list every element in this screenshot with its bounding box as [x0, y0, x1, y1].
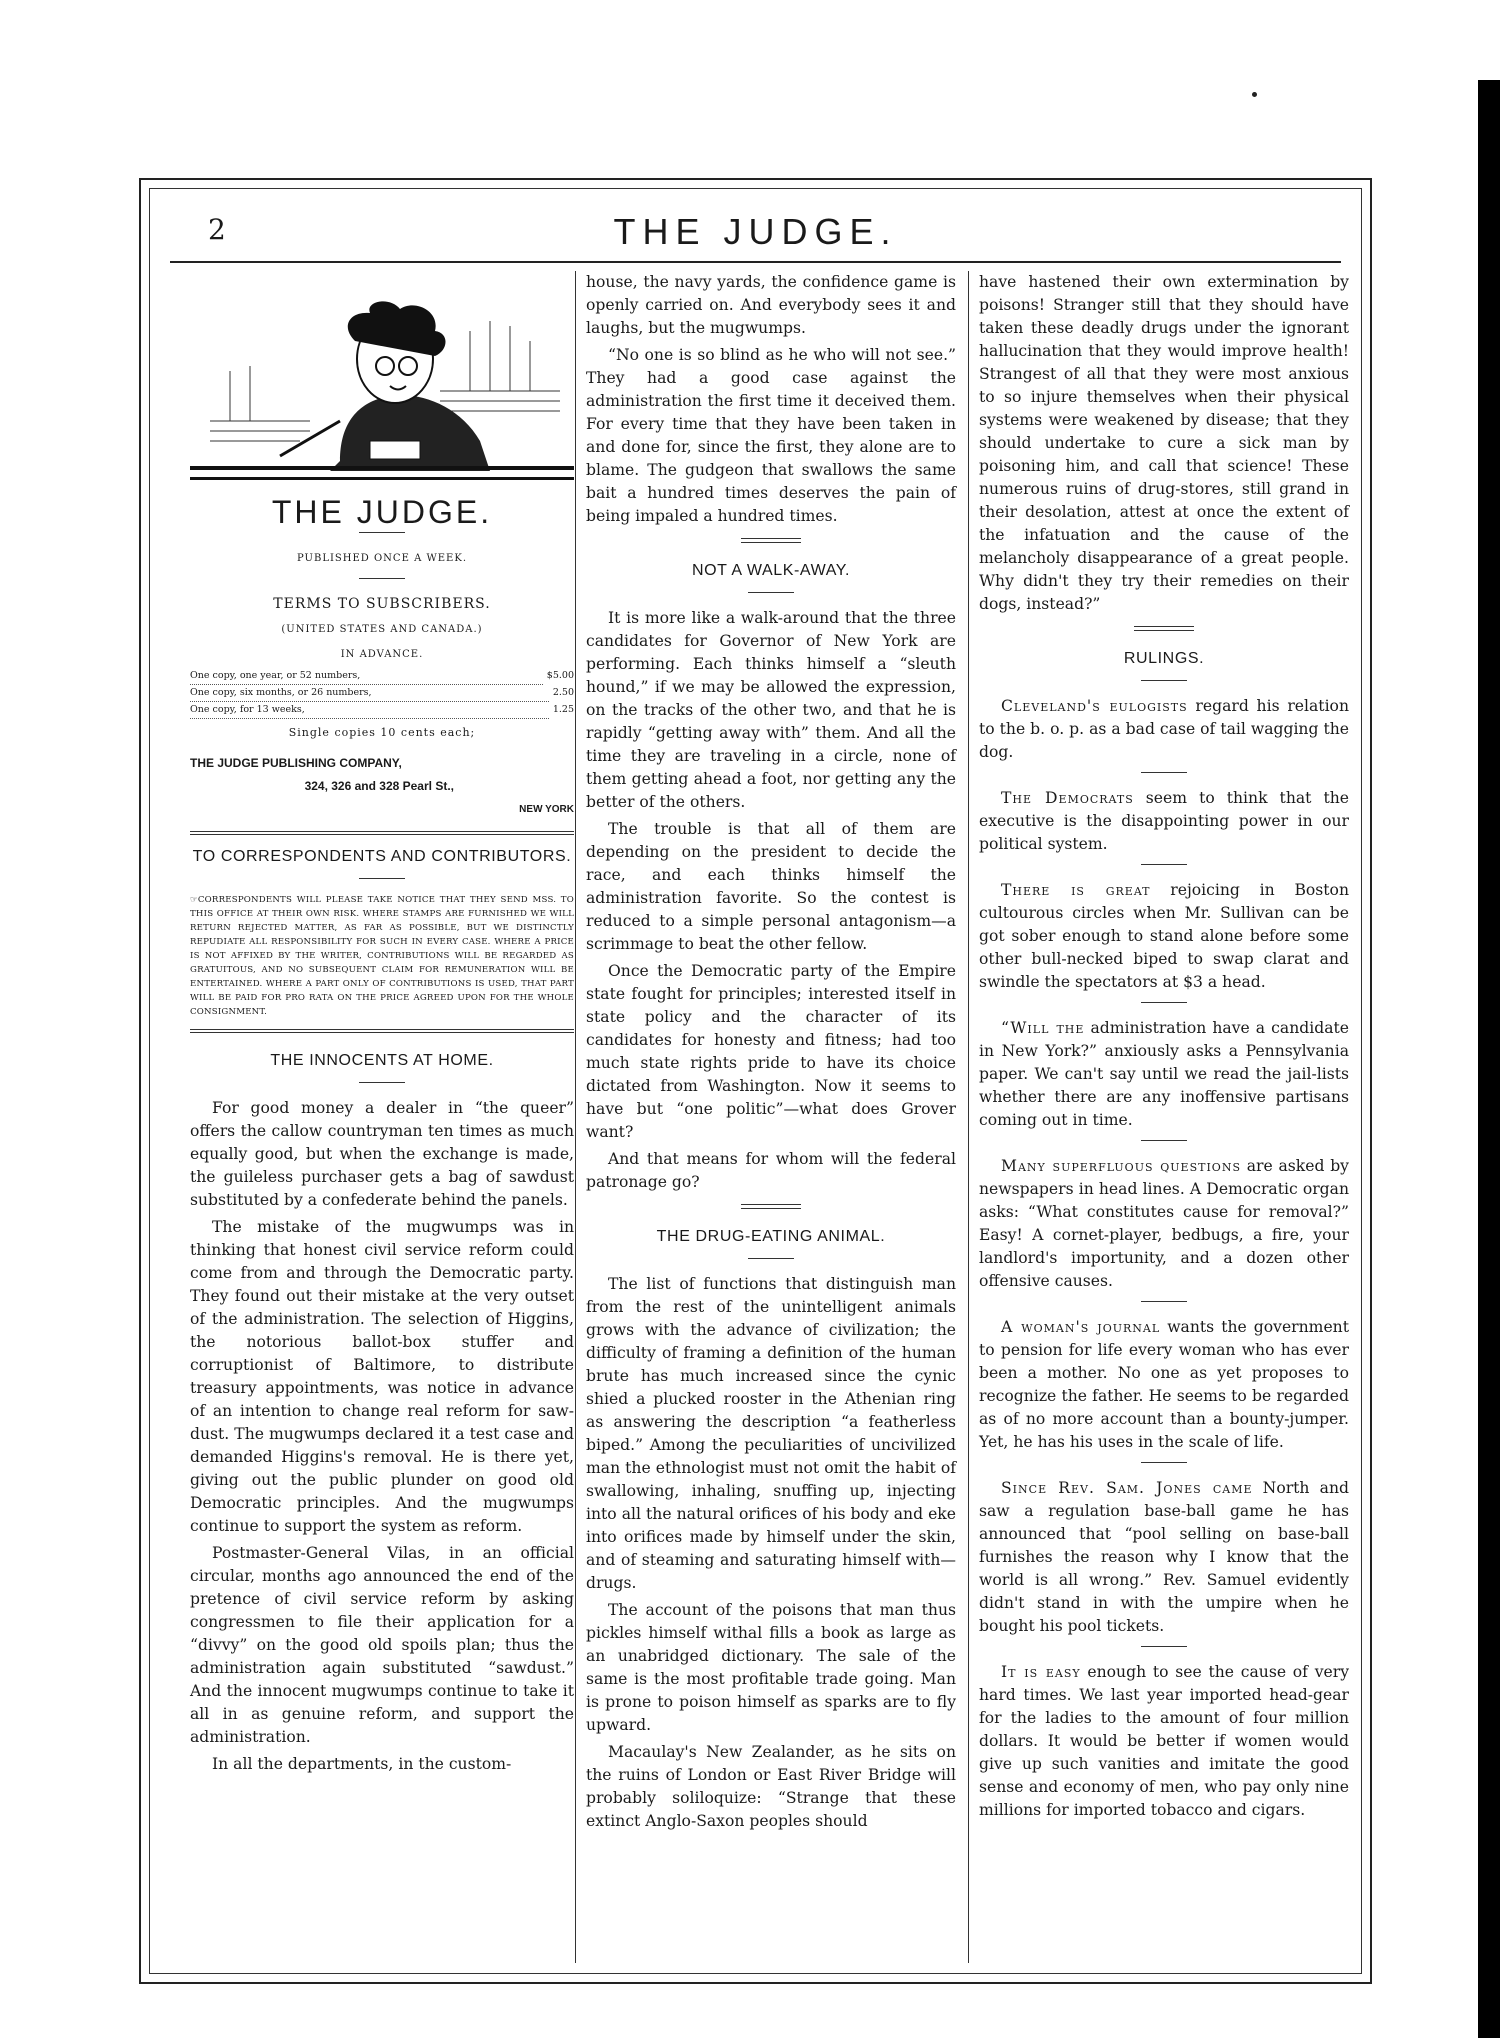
speck	[1252, 92, 1257, 97]
divider	[1141, 1646, 1187, 1647]
ruling-item: It is easy enough to see the cause of very hard times. We last year imported head-gear for the ladies to the amount of four million dollars. It would be better if women would give up such vanities and imitate the good sense and economy of men, who pay only nine millions for imported tobacco and cigars.	[979, 1663, 1350, 1819]
ruling-item: Many superfluous questions are asked by newspapers in head lines. A Democratic organ asks: “What constitutes cause for removal?” Easy! A cornet-player, bedbugs, a fire, your landlord's importunity, and a dozen other offensive causes.	[979, 1157, 1349, 1290]
column-1	[190, 271, 574, 1963]
divider	[1141, 1462, 1187, 1463]
publisher-city: NEW YORK	[519, 804, 574, 815]
rulings-heading: RULINGS.	[1123, 650, 1205, 667]
masthead-rule	[170, 261, 1341, 263]
correspondents-heading: TO CORRESPONDENTS AND CONTRIBUTORS.	[192, 848, 572, 865]
innocents-heading: THE INNOCENTS AT HOME.	[270, 1052, 494, 1069]
published-frequency: PUBLISHED ONCE A WEEK.	[297, 553, 467, 564]
article-paragraph: The account of the poisons that man thus pickles himself withal fills a book as large as an unabridged dictionary. The sale of the same is the most profitable trade going. Man is prone to poison himself as sparks are to fly upward.	[586, 1601, 956, 1734]
article-paragraph: Macaulay's New Zealander, as he sits on the ruins of London or East River Bridge will probably soliloquize: “Strange that these extinct Anglo-Saxon peoples should	[586, 1743, 956, 1830]
rate-row: One copy, for 13 weeks, 1.25	[190, 702, 574, 719]
double-divider	[741, 538, 801, 543]
ruling-item: There is great rejoicing in Boston cultourous circles when Mr. Sullivan can be got sober enough to stand alone before some other bull-necked biped to swap clarat and swindle the spectators at $3 a head.	[979, 881, 1349, 991]
ruling-item: The Democrats seem to think that the executive is the disappointing power in our political system.	[979, 789, 1349, 853]
divider	[1141, 680, 1187, 681]
article-paragraph: Postmaster-General Vilas, in an official circular, months ago announced the end of the pretence of civil service reform by asking congressmen to file their application for a “divvy” on the good old spoils plan; thus the administration again substituted “sawdust.” And the innocent mugwumps continue to take it all in as genuine reform, and support the administration.	[190, 1544, 574, 1746]
column-3	[968, 271, 1369, 1963]
subscription-box-title: THE JUDGE.	[271, 494, 493, 530]
masthead	[150, 189, 1361, 261]
walk-away-heading: NOT A WALK-AWAY.	[691, 562, 851, 579]
watermark: comicbooks.com	[1188, 1984, 1480, 2024]
page-border	[139, 178, 1372, 1984]
publisher-address: 324, 326 and 328 Pearl St.,	[304, 779, 454, 793]
divider	[748, 1258, 794, 1259]
rate-list	[190, 668, 574, 719]
single-copies: Single copies 10 cents each;	[288, 726, 476, 739]
divider	[748, 592, 794, 593]
page-inner-border	[149, 188, 1362, 1974]
column-2	[575, 271, 968, 1963]
article-paragraph: The mistake of the mugwumps was in thinking that honest civil service reform could come from and through the Democratic party. They found out their mistake at the very outset of the administration. The selection of Higgins, the notorious ballot-box stuffer and corruptionist of Baltimore, to distribute treasury appointments, was notice in advance of an intention to change real reform for saw-dust. The mugwumps declared it a test case and demanded Higgins's removal. He is there yet, giving out the public plunder on good old Democratic principles. And the mugwumps continue to support the system as reform.	[190, 1218, 574, 1535]
ruling-item: A woman's journal wants the government to pension for life every woman who has ever been a mother. No one as yet proposes to recognize the father. He seems to be regarded as of no more account than a bounty-jumper. Yet, he has his uses in the scale of life.	[979, 1318, 1349, 1451]
divider	[359, 578, 405, 579]
divider	[1141, 1140, 1187, 1141]
double-divider	[1134, 626, 1194, 631]
ruling-item: Cleveland's eulogists regard his relation to the b. o. p. as a bad case of tail wagging the dog.	[979, 697, 1349, 761]
article-paragraph: have hastened their own extermination by poisons! Stranger still that they should have taken these deadly drugs under the ignorant hallucination that they would improve health! Strangest of all that they were most anxious to so injure themselves when their physical systems were weakened by disease; that they should undertake to cure a sick man by poisoning him, and call that science! These numerous ruins of drug-stores, still grand in their desolation, attest at once the extent of the infatuation and the cause of the melancholy disappearance of a great people. Why didn't they try their remedies on their dogs, instead?”	[979, 273, 1349, 613]
double-rule	[190, 1029, 574, 1033]
article-paragraph: The list of functions that distinguish man from the rest of the unintelligent animals grows with the advance of civilization; the difficulty of framing a definition of the human brute has much increased since the cynic shied a plucked rooster in the Athenian ring as answering the description “a featherless biped.” Among the peculiarities of uncivilized man the ethnologist must not omit the habit of swallowing, inhaling, snuffing up, injecting into all the natural orifices of his body and eke into orifices made by himself under the skin, and of steaming and saturating himself with—drugs.	[586, 1275, 956, 1592]
divider	[359, 878, 405, 879]
terms-heading: TERMS TO SUBSCRIBERS.	[273, 596, 491, 612]
article-paragraph: For good money a dealer in “the queer” offers the callow countryman ten times as much equally good, but when the exchange is made, the guileless purchaser gets a bag of sawdust substituted by a confederate behind the panels.	[190, 1099, 574, 1209]
scan-edge	[1472, 80, 1500, 2038]
masthead-title: THE JUDGE.	[613, 211, 898, 252]
double-rule	[190, 831, 574, 835]
article-paragraph: “No one is so blind as he who will not see.” They had a good case against the administration the first time it deceived them. For every time that they have been taken in and done for, since the first, they alone are to blame. The gudgeon that swallows the same bait a hundred times deserves the pain of being impaled a hundred times.	[586, 346, 956, 525]
article-paragraph: Once the Democratic party of the Empire state fought for principles; interested itself in state policy and the character of its candidates for honesty and fitness; had too much state rights pride to have its choice dictated from Washington. Now it seems to have but “one politic”—what does Grover want?	[586, 962, 956, 1141]
page-number: 2	[208, 213, 226, 246]
rate-row: One copy, one year, or 52 numbers, $5.00	[190, 668, 574, 685]
divider	[359, 532, 405, 533]
article-paragraph: And that means for whom will the federal patronage go?	[586, 1150, 956, 1191]
ruling-item: Since Rev. Sam. Jones came North and saw a regulation base-ball game he has announced that “pool selling on base-ball furnishes the reason why I know that the world is all wrong.” Rev. Samuel evidently didn't stand in with the umpire when he bought his pool tickets.	[979, 1479, 1349, 1635]
article-paragraph: It is more like a walk-around that the three candidates for Governor of New York are performing. Each thinks himself a “sleuth hound,” if we may be allowed the expression, on the tracks of the other two, and that he is rapidly “getting away with” them. And all the time they are traveling in a circle, none of them getting ahead a foot, nor getting any the better of the others.	[586, 609, 956, 811]
terms-region: (UNITED STATES AND CANADA.)	[281, 624, 483, 635]
divider	[1141, 1002, 1187, 1003]
terms-advance: IN ADVANCE.	[340, 649, 424, 660]
rate-row: One copy, six months, or 26 numbers, 2.50	[190, 685, 574, 702]
divider	[1141, 772, 1187, 773]
drug-eating-heading: THE DRUG-EATING ANIMAL.	[656, 1228, 886, 1245]
editor-illustration	[190, 271, 574, 489]
ruling-item: “Will the administration have a candidate in New York?” anxiously asks a Pennsylvania paper. We can't say until we read the jail-lists whether there are any inoffensive partisans coming out in time.	[979, 1019, 1349, 1129]
article-paragraph: In all the departments, in the custom-	[212, 1755, 512, 1773]
article-paragraph: The trouble is that all of them are depending on the president to decide the race, and each thinks himself the administration favorite. So the contest is reduced to a simple personal antagonism—a scrimmage to beat the other fellow.	[586, 820, 956, 953]
divider	[359, 1082, 405, 1083]
article-paragraph: house, the navy yards, the confidence game is openly carried on. And everybody sees it and laughs, but the mugwumps.	[586, 273, 956, 337]
double-divider	[741, 1204, 801, 1209]
divider	[1141, 1301, 1187, 1302]
publisher-name: THE JUDGE PUBLISHING COMPANY,	[190, 756, 402, 770]
divider	[1141, 864, 1187, 865]
correspondents-notice: ☞CORRESPONDENTS WILL PLEASE TAKE NOTICE THAT THEY SEND MSS. TO THIS OFFICE AT THEIR OWN RISK. WHERE STAMPS ARE FURNISHED WE WILL RETURN REJECTED MATTER, AS FAR AS POSSIBLE, BUT WE DISTINCTLY REPUDIATE ALL RESPONSIBILITY FOR SUCH IN EVERY CASE. WHERE A PRICE IS NOT AFFIXED BY THE WRITER, CONTRIBUTIONS WILL BE REGARDED AS GRATUITOUS, AND NO SUBSEQUENT CLAIM FOR REMUNERATION WILL BE ENTERTAINED. WHERE A PART ONLY OF CONTRIBUTIONS IS USED, THAT PART WILL BE PAID FOR PRO RATA ON THE PRICE AGREED UPON FOR THE WHOLE CONSIGNMENT.	[190, 895, 574, 1017]
